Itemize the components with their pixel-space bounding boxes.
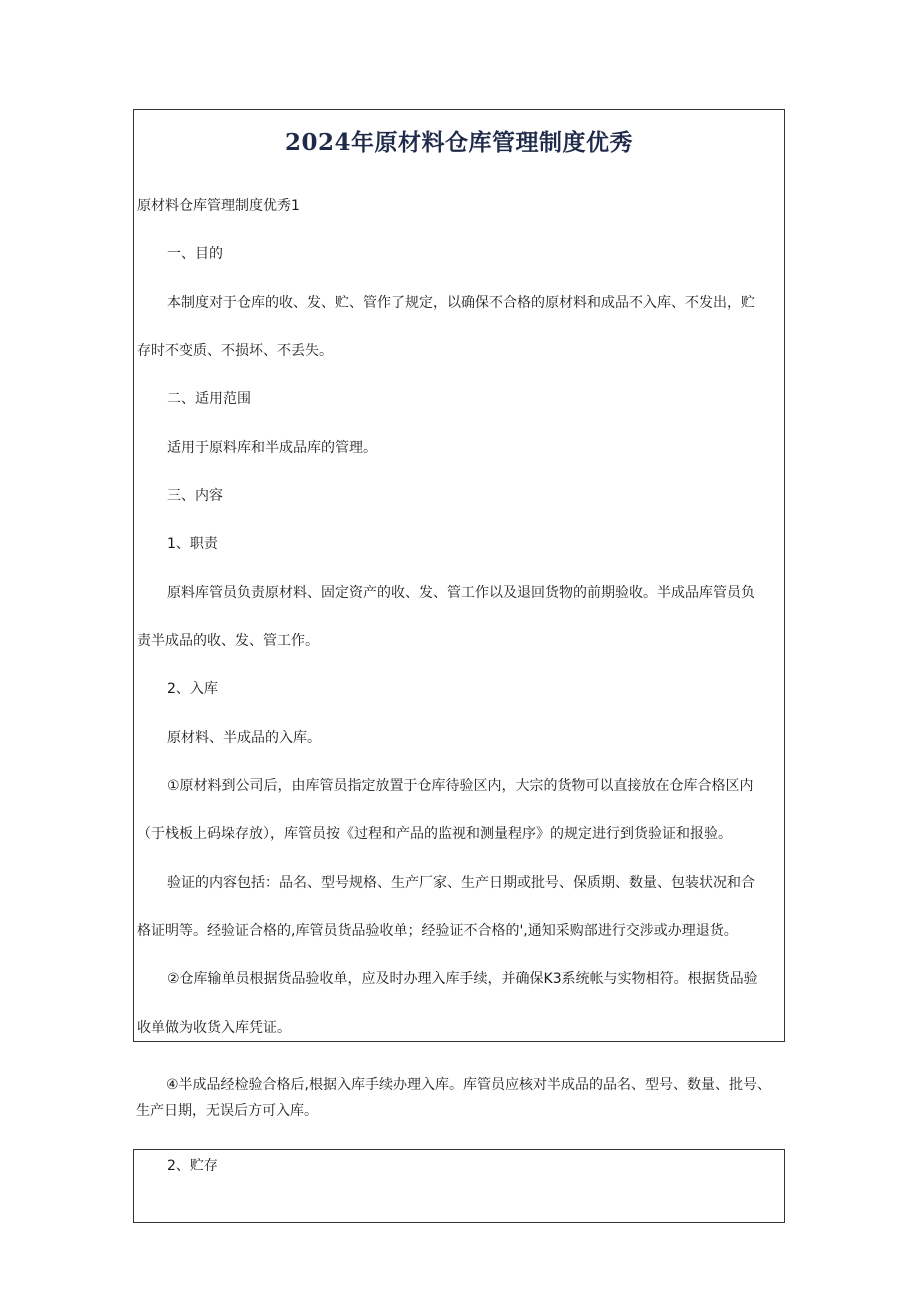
paragraph-line: 验证的内容包括：品名、型号规格、生产厂家、生产日期或批号、保质期、数量、包装状况和合 xyxy=(167,875,755,891)
page-frame xyxy=(133,109,785,1042)
paragraph-line: 本制度对于仓库的收、发、贮、管作了规定，以确保不合格的原材料和成品不入库、不发出，贮 xyxy=(167,295,755,311)
section-heading: 原材料仓库管理制度优秀1 xyxy=(137,198,300,214)
heading-storage: 2、贮存 xyxy=(167,1158,218,1174)
heading-scope: 二、适用范围 xyxy=(167,391,251,407)
paragraph-line: ①原材料到公司后，由库管员指定放置于仓库待验区内，大宗的货物可以直接放在仓库合格区内 xyxy=(167,778,754,794)
paragraph-line: 原料库管员负责原材料、固定资产的收、发、管工作以及退回货物的前期验收。半成品库管员负 xyxy=(167,585,755,601)
heading-content: 三、内容 xyxy=(167,488,223,504)
paragraph-line: （于栈板上码垛存放），库管员按《过程和产品的监视和测量程序》的规定进行到货验证和报验。 xyxy=(137,826,732,842)
paragraph-line: 适用于原料库和半成品库的管理。 xyxy=(167,440,377,456)
page-frame-2 xyxy=(133,1149,785,1223)
heading-purpose: 一、目的 xyxy=(167,246,223,262)
paragraph-line: ④半成品经检验合格后,根据入库手续办理入库。库管员应核对半成品的品名、型号、数量、批号、 xyxy=(166,1077,771,1093)
document-title: 2024年原材料仓库管理制度优秀 xyxy=(284,129,633,156)
heading-duties: 1、职责 xyxy=(167,536,218,552)
paragraph-line: 存时不变质、不损坏、不丢失。 xyxy=(137,343,333,359)
paragraph-line: ②仓库输单员根据货品验收单，应及时办理入库手续，并确保K3系统帐与实物相符。根据货品验 xyxy=(167,971,758,987)
paragraph-line: 责半成品的收、发、管工作。 xyxy=(137,633,319,649)
paragraph-line: 原材料、半成品的入库。 xyxy=(167,730,321,746)
paragraph-line: 格证明等。经验证合格的,库管员货品验收单；经验证不合格的',通知采购部进行交涉或办理退货。 xyxy=(137,923,738,939)
paragraph-line: 生产日期，无误后方可入库。 xyxy=(136,1103,318,1119)
heading-inbound: 2、入库 xyxy=(167,681,218,697)
paragraph-line: 收单做为收货入库凭证。 xyxy=(137,1020,291,1036)
